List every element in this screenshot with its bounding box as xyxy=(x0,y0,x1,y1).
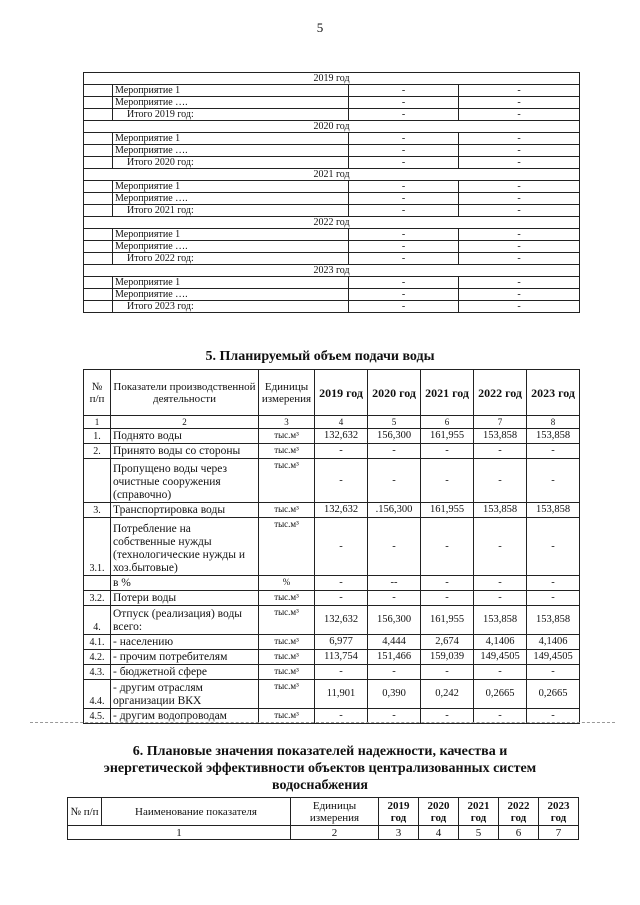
row-value: - xyxy=(315,459,368,503)
data-row xyxy=(84,606,580,635)
event-row xyxy=(84,181,580,193)
row-value: - xyxy=(474,518,527,576)
event-value: - xyxy=(459,97,580,109)
row-value: 156,300 xyxy=(368,429,421,444)
row-unit: тыс.м³ xyxy=(259,665,315,680)
event-row xyxy=(84,133,580,145)
row-value: - xyxy=(315,591,368,606)
event-value: - xyxy=(349,157,459,169)
column-number: 7 xyxy=(539,826,579,840)
event-value: - xyxy=(459,253,580,265)
data-row xyxy=(84,518,580,576)
data-row xyxy=(84,665,580,680)
row-value: 151,466 xyxy=(368,650,421,665)
year-label: 2020 год xyxy=(84,121,580,133)
event-name: Мероприятие …. xyxy=(113,193,349,205)
year-label: 2021 год xyxy=(84,169,580,181)
event-value: - xyxy=(459,157,580,169)
header-year: 2020 год xyxy=(368,370,421,416)
year-row xyxy=(84,169,580,181)
column-number: 3 xyxy=(379,826,419,840)
row-number: 4.2. xyxy=(84,650,111,665)
event-name: Итого 2020 год: xyxy=(113,157,349,169)
event-value: - xyxy=(349,301,459,313)
event-row xyxy=(84,145,580,157)
column-number: 3 xyxy=(259,416,315,429)
row-value: 11,901 xyxy=(315,680,368,709)
row-value: 161,955 xyxy=(421,503,474,518)
data-row xyxy=(84,576,580,591)
row-number: 1. xyxy=(84,429,111,444)
reliability-indicators-table xyxy=(67,797,579,840)
header-year: 2022 год xyxy=(474,370,527,416)
row-value: 0,242 xyxy=(421,680,474,709)
event-value: - xyxy=(459,109,580,121)
event-row xyxy=(84,277,580,289)
row-number: 3. xyxy=(84,503,111,518)
row-number: 4.4. xyxy=(84,680,111,709)
event-value: - xyxy=(349,109,459,121)
spacer-cell xyxy=(84,133,113,145)
row-value: - xyxy=(474,709,527,724)
event-row xyxy=(84,193,580,205)
event-value: - xyxy=(459,229,580,241)
row-value: - xyxy=(368,665,421,680)
row-value: 0,2665 xyxy=(527,680,580,709)
spacer-cell xyxy=(84,301,113,313)
column-number: 1 xyxy=(68,826,291,840)
header-num: № п/п xyxy=(84,370,111,416)
year-label: 2019 год xyxy=(84,73,580,85)
spacer-cell xyxy=(84,109,113,121)
row-unit: тыс.м³ xyxy=(259,503,315,518)
row-value: 113,754 xyxy=(315,650,368,665)
event-name: Мероприятие 1 xyxy=(113,85,349,97)
year-row xyxy=(84,73,580,85)
data-row xyxy=(84,680,580,709)
row-number: 2. xyxy=(84,444,111,459)
row-value: - xyxy=(315,709,368,724)
spacer-cell xyxy=(84,277,113,289)
row-indicator: Поднято воды xyxy=(111,429,259,444)
row-unit: тыс.м³ xyxy=(259,709,315,724)
row-value: - xyxy=(527,709,580,724)
header-year: 2019 год xyxy=(379,798,419,826)
event-value: - xyxy=(349,229,459,241)
row-indicator: в % xyxy=(111,576,259,591)
row-value: - xyxy=(527,444,580,459)
row-value: 149,4505 xyxy=(527,650,580,665)
row-value: 0,2665 xyxy=(474,680,527,709)
row-value: 161,955 xyxy=(421,606,474,635)
row-unit: тыс.м³ xyxy=(259,444,315,459)
row-value: 132,632 xyxy=(315,606,368,635)
row-unit: тыс.м³ xyxy=(259,429,315,444)
row-value: - xyxy=(368,709,421,724)
row-value: - xyxy=(315,444,368,459)
row-value: 4,1406 xyxy=(474,635,527,650)
event-value: - xyxy=(349,253,459,265)
row-value: - xyxy=(368,518,421,576)
row-value: 159,039 xyxy=(421,650,474,665)
spacer-cell xyxy=(84,181,113,193)
row-value: - xyxy=(421,591,474,606)
event-value: - xyxy=(459,301,580,313)
spacer-cell xyxy=(84,289,113,301)
event-row xyxy=(84,97,580,109)
spacer-cell xyxy=(84,157,113,169)
row-number: 4.1. xyxy=(84,635,111,650)
row-value: 132,632 xyxy=(315,429,368,444)
column-number: 5 xyxy=(459,826,499,840)
column-number: 8 xyxy=(527,416,580,429)
spacer-cell xyxy=(84,241,113,253)
row-value: 4,444 xyxy=(368,635,421,650)
event-value: - xyxy=(459,277,580,289)
event-value: - xyxy=(459,241,580,253)
spacer-cell xyxy=(84,193,113,205)
row-number: 4.3. xyxy=(84,665,111,680)
row-unit: тыс.м³ xyxy=(259,635,315,650)
event-name: Мероприятие 1 xyxy=(113,181,349,193)
row-value: 153,858 xyxy=(527,503,580,518)
event-row xyxy=(84,109,580,121)
row-value: - xyxy=(527,576,580,591)
event-value: - xyxy=(349,241,459,253)
event-value: - xyxy=(459,133,580,145)
row-value: 156,300 xyxy=(368,606,421,635)
row-indicator: - другим водопроводам xyxy=(111,709,259,724)
row-number: 4. xyxy=(84,606,111,635)
section6-title-line3: водоснабжения xyxy=(272,778,368,793)
row-value: - xyxy=(421,459,474,503)
header-year: 2020 год xyxy=(419,798,459,826)
row-unit: тыс.м³ xyxy=(259,650,315,665)
column-number: 2 xyxy=(291,826,379,840)
row-indicator: Отпуск (реализация) воды всего: xyxy=(111,606,259,635)
header-year: 2023 год xyxy=(539,798,579,826)
data-row xyxy=(84,444,580,459)
event-value: - xyxy=(459,85,580,97)
year-row xyxy=(84,121,580,133)
header-indicator: Показатели производственной деятельности xyxy=(111,370,259,416)
header-year: 2021 год xyxy=(421,370,474,416)
page-number: 5 xyxy=(316,20,324,35)
event-row xyxy=(84,289,580,301)
year-row xyxy=(84,217,580,229)
event-name: Мероприятие …. xyxy=(113,97,349,109)
spacer-cell xyxy=(84,85,113,97)
row-value: - xyxy=(474,459,527,503)
event-name: Мероприятие 1 xyxy=(113,133,349,145)
row-value: - xyxy=(421,665,474,680)
row-value: - xyxy=(368,444,421,459)
event-value: - xyxy=(349,277,459,289)
row-indicator: - прочим потребителям xyxy=(111,650,259,665)
event-name: Мероприятие …. xyxy=(113,289,349,301)
row-value: 132,632 xyxy=(315,503,368,518)
column-number: 7 xyxy=(474,416,527,429)
row-value: 153,858 xyxy=(527,429,580,444)
spacer-cell xyxy=(84,97,113,109)
row-value: - xyxy=(474,444,527,459)
row-unit: тыс.м³ xyxy=(259,606,315,635)
spacer-cell xyxy=(84,253,113,265)
event-name: Итого 2022 год: xyxy=(113,253,349,265)
data-row xyxy=(84,591,580,606)
row-value: 161,955 xyxy=(421,429,474,444)
data-row xyxy=(84,635,580,650)
row-value: 0,390 xyxy=(368,680,421,709)
event-value: - xyxy=(459,145,580,157)
year-label: 2022 год xyxy=(84,217,580,229)
event-value: - xyxy=(459,181,580,193)
event-row xyxy=(84,205,580,217)
column-number: 1 xyxy=(84,416,111,429)
event-value: - xyxy=(349,97,459,109)
row-value: - xyxy=(527,459,580,503)
row-value: - xyxy=(474,591,527,606)
spacer-cell xyxy=(84,205,113,217)
row-indicator: - другим отраслям организации ВКХ xyxy=(111,680,259,709)
event-name: Мероприятие …. xyxy=(113,241,349,253)
row-value: - xyxy=(315,576,368,591)
event-row xyxy=(84,241,580,253)
event-value: - xyxy=(349,133,459,145)
row-number: 3.1. xyxy=(84,518,111,576)
column-number: 4 xyxy=(419,826,459,840)
row-number xyxy=(84,459,111,503)
event-name: Итого 2019 год: xyxy=(113,109,349,121)
data-row xyxy=(84,650,580,665)
column-number: 6 xyxy=(499,826,539,840)
row-value: 4,1406 xyxy=(527,635,580,650)
data-row xyxy=(84,459,580,503)
row-number: 4.5. xyxy=(84,709,111,724)
event-value: - xyxy=(349,289,459,301)
investment-events-table xyxy=(83,72,580,313)
row-value: 153,858 xyxy=(474,503,527,518)
header-year: 2021 год xyxy=(459,798,499,826)
row-value: 153,858 xyxy=(474,429,527,444)
divider xyxy=(30,722,615,723)
row-unit: % xyxy=(259,576,315,591)
event-row xyxy=(84,229,580,241)
row-indicator: Принято воды со стороны xyxy=(111,444,259,459)
row-value: .156,300 xyxy=(368,503,421,518)
row-value: - xyxy=(527,591,580,606)
water-supply-table xyxy=(83,369,580,724)
row-indicator: Потребление на собственные нужды (технологические нужды и хоз.бытовые) xyxy=(111,518,259,576)
event-value: - xyxy=(459,193,580,205)
row-number: 3.2. xyxy=(84,591,111,606)
section6-title-line2: энергетической эффективности объектов централизованных систем xyxy=(103,761,537,776)
row-value: 149,4505 xyxy=(474,650,527,665)
column-number: 6 xyxy=(421,416,474,429)
header-unit: Единицы измерения xyxy=(291,798,379,826)
row-number xyxy=(84,576,111,591)
row-value: 153,858 xyxy=(527,606,580,635)
row-value: - xyxy=(315,518,368,576)
row-value: 153,858 xyxy=(474,606,527,635)
header-year: 2023 год xyxy=(527,370,580,416)
data-row xyxy=(84,503,580,518)
event-value: - xyxy=(349,85,459,97)
event-value: - xyxy=(459,205,580,217)
event-row xyxy=(84,301,580,313)
event-row xyxy=(84,157,580,169)
row-unit: тыс.м³ xyxy=(259,518,315,576)
row-value: - xyxy=(421,709,474,724)
event-value: - xyxy=(349,181,459,193)
event-name: Мероприятие 1 xyxy=(113,277,349,289)
row-value: - xyxy=(368,591,421,606)
header-unit: Единицы измерения xyxy=(259,370,315,416)
year-label: 2023 год xyxy=(84,265,580,277)
row-indicator: Пропущено воды через очистные сооружения (справочно) xyxy=(111,459,259,503)
header-name: Наименование показателя xyxy=(102,798,291,826)
row-value: - xyxy=(527,518,580,576)
row-value: 6,977 xyxy=(315,635,368,650)
event-row xyxy=(84,85,580,97)
year-row xyxy=(84,265,580,277)
row-unit: тыс.м³ xyxy=(259,459,315,503)
header-year: 2019 год xyxy=(315,370,368,416)
column-number: 5 xyxy=(368,416,421,429)
row-indicator: - бюджетной сфере xyxy=(111,665,259,680)
row-value: - xyxy=(474,576,527,591)
row-unit: тыс.м³ xyxy=(259,591,315,606)
event-value: - xyxy=(459,289,580,301)
event-row xyxy=(84,253,580,265)
data-row xyxy=(84,429,580,444)
event-name: Мероприятие …. xyxy=(113,145,349,157)
section5-title: 5. Планируемый объем подачи воды xyxy=(205,349,435,364)
event-value: - xyxy=(349,205,459,217)
header-year: 2022 год xyxy=(499,798,539,826)
row-value: -- xyxy=(368,576,421,591)
row-value: - xyxy=(421,576,474,591)
row-value: - xyxy=(421,444,474,459)
event-name: Мероприятие 1 xyxy=(113,229,349,241)
row-value: - xyxy=(315,665,368,680)
row-indicator: Транспортировка воды xyxy=(111,503,259,518)
event-value: - xyxy=(349,193,459,205)
spacer-cell xyxy=(84,229,113,241)
column-number: 2 xyxy=(111,416,259,429)
spacer-cell xyxy=(84,145,113,157)
event-value: - xyxy=(349,145,459,157)
event-name: Итого 2023 год: xyxy=(113,301,349,313)
row-value: - xyxy=(368,459,421,503)
row-value: - xyxy=(474,665,527,680)
section6-title-line1: 6. Плановые значения показателей надежности, качества и xyxy=(132,744,508,759)
row-value: 2,674 xyxy=(421,635,474,650)
header-num: № п/п xyxy=(68,798,102,826)
row-value: - xyxy=(421,518,474,576)
row-unit: тыс.м³ xyxy=(259,680,315,709)
event-name: Итого 2021 год: xyxy=(113,205,349,217)
row-value: - xyxy=(527,665,580,680)
row-indicator: Потери воды xyxy=(111,591,259,606)
row-indicator: - населению xyxy=(111,635,259,650)
column-number: 4 xyxy=(315,416,368,429)
